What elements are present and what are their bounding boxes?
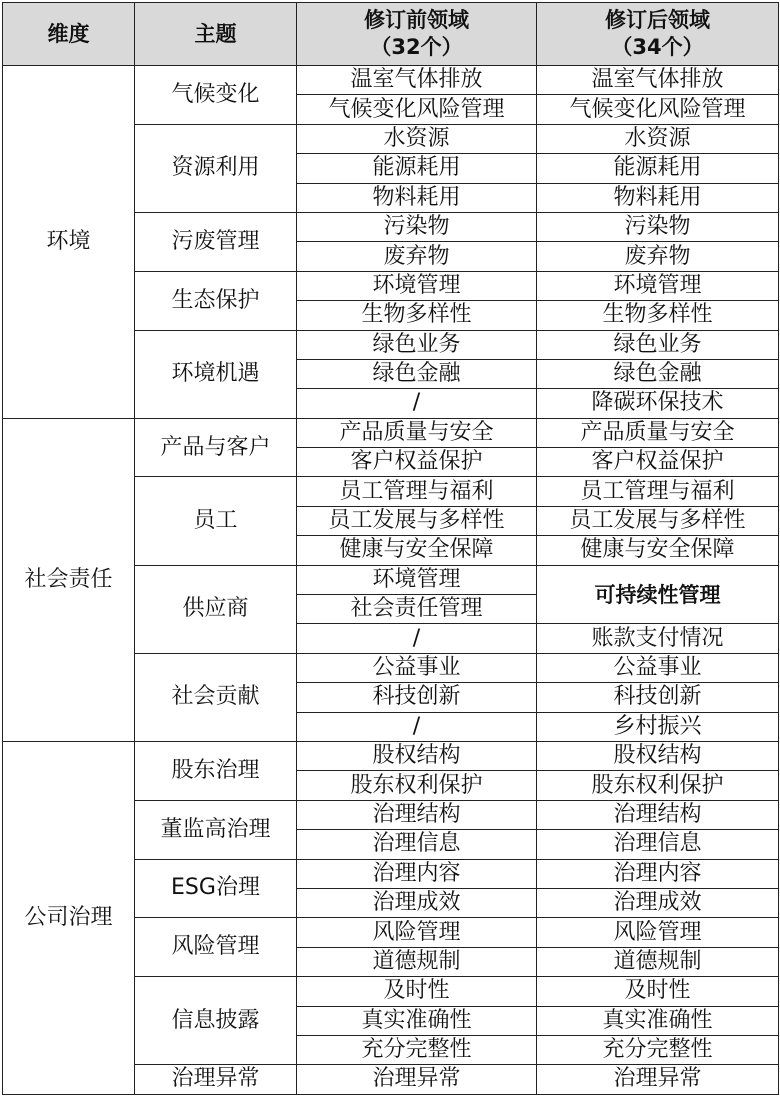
- topic-cell: 股东治理: [135, 741, 297, 800]
- header-dimension: 维度: [3, 3, 135, 66]
- before-cell: 员工发展与多样性: [297, 506, 537, 535]
- topic-cell: 气候变化: [135, 66, 297, 125]
- topic-cell: 风险管理: [135, 918, 297, 977]
- after-cell: 绿色业务: [537, 330, 779, 359]
- topic-cell: 治理异常: [135, 1065, 297, 1094]
- table-row: [3, 741, 779, 770]
- before-cell: 真实准确性: [297, 1006, 537, 1035]
- after-cell: 治理信息: [537, 830, 779, 859]
- after-cell: 废弃物: [537, 242, 779, 271]
- before-cell: 公益事业: [297, 653, 537, 682]
- topic-cell: 董监高治理: [135, 800, 297, 859]
- before-cell: 股东权利保护: [297, 771, 537, 800]
- topic-cell: ESG治理: [135, 859, 297, 918]
- topic-cell: 社会贡献: [135, 653, 297, 741]
- before-cell: 污染物: [297, 212, 537, 241]
- before-cell: /: [297, 389, 537, 418]
- before-cell: /: [297, 712, 537, 741]
- before-cell: 绿色金融: [297, 359, 537, 388]
- after-cell: 治理结构: [537, 800, 779, 829]
- before-cell: 生物多样性: [297, 301, 537, 330]
- after-cell: 能源耗用: [537, 154, 779, 183]
- before-cell: 客户权益保护: [297, 448, 537, 477]
- after-cell-merged: 可持续性管理: [537, 565, 779, 624]
- after-cell: 道德规制: [537, 947, 779, 976]
- topic-cell: 供应商: [135, 565, 297, 653]
- dimension-cell: 社会责任: [3, 418, 135, 741]
- dimension-cell: 环境: [3, 66, 135, 419]
- after-cell: 充分完整性: [537, 1035, 779, 1064]
- before-cell: 治理成效: [297, 888, 537, 917]
- after-cell: 科技创新: [537, 683, 779, 712]
- after-cell: 股东权利保护: [537, 771, 779, 800]
- after-cell: 治理内容: [537, 859, 779, 888]
- before-cell: 物料耗用: [297, 183, 537, 212]
- after-cell: 及时性: [537, 977, 779, 1006]
- before-cell: 温室气体排放: [297, 66, 537, 95]
- before-cell: 废弃物: [297, 242, 537, 271]
- before-cell: 产品质量与安全: [297, 418, 537, 447]
- topic-cell: 信息披露: [135, 977, 297, 1065]
- after-cell: 污染物: [537, 212, 779, 241]
- after-cell: 真实准确性: [537, 1006, 779, 1035]
- after-cell: 健康与安全保障: [537, 536, 779, 565]
- before-cell: 股权结构: [297, 741, 537, 770]
- topic-cell: 污废管理: [135, 212, 297, 271]
- before-cell: /: [297, 624, 537, 653]
- topic-cell: 员工: [135, 477, 297, 565]
- before-cell: 社会责任管理: [297, 595, 537, 624]
- after-cell: 乡村振兴: [537, 712, 779, 741]
- after-cell: 水资源: [537, 124, 779, 153]
- table-row: [3, 66, 779, 95]
- before-cell: 能源耗用: [297, 154, 537, 183]
- before-cell: 环境管理: [297, 565, 537, 594]
- header-after-title: 修订后领域: [605, 8, 710, 32]
- after-cell: 产品质量与安全: [537, 418, 779, 447]
- topic-cell: 产品与客户: [135, 418, 297, 477]
- before-cell: 治理内容: [297, 859, 537, 888]
- after-cell: 物料耗用: [537, 183, 779, 212]
- before-cell: 治理异常: [297, 1065, 537, 1094]
- after-cell: 客户权益保护: [537, 448, 779, 477]
- header-after: [537, 3, 779, 66]
- header-row: [3, 3, 779, 66]
- before-cell: 充分完整性: [297, 1035, 537, 1064]
- after-cell: 治理异常: [537, 1065, 779, 1094]
- table-row: [3, 418, 779, 447]
- after-cell: 公益事业: [537, 653, 779, 682]
- dimension-cell: 公司治理: [3, 741, 135, 1094]
- header-after-count: （34个）: [611, 35, 704, 59]
- after-cell: 股权结构: [537, 741, 779, 770]
- before-cell: 道德规制: [297, 947, 537, 976]
- before-cell: 风险管理: [297, 918, 537, 947]
- before-cell: 及时性: [297, 977, 537, 1006]
- topic-cell: 环境机遇: [135, 330, 297, 418]
- after-cell: 降碳环保技术: [537, 389, 779, 418]
- header-before: [297, 3, 537, 66]
- before-cell: 健康与安全保障: [297, 536, 537, 565]
- after-cell: 绿色金融: [537, 359, 779, 388]
- before-cell: 水资源: [297, 124, 537, 153]
- after-cell: 员工管理与福利: [537, 477, 779, 506]
- header-before-count: （32个）: [370, 35, 463, 59]
- after-cell: 温室气体排放: [537, 66, 779, 95]
- before-cell: 科技创新: [297, 683, 537, 712]
- topic-cell: 生态保护: [135, 271, 297, 330]
- header-before-title: 修订前领域: [364, 8, 469, 32]
- after-cell: 治理成效: [537, 888, 779, 917]
- header-topic: 主题: [135, 3, 297, 66]
- before-cell: 环境管理: [297, 271, 537, 300]
- after-cell: 账款支付情况: [537, 624, 779, 653]
- after-cell: 生物多样性: [537, 301, 779, 330]
- after-cell: 员工发展与多样性: [537, 506, 779, 535]
- before-cell: 气候变化风险管理: [297, 95, 537, 124]
- before-cell: 员工管理与福利: [297, 477, 537, 506]
- after-cell: 环境管理: [537, 271, 779, 300]
- after-cell: 风险管理: [537, 918, 779, 947]
- after-cell: 气候变化风险管理: [537, 95, 779, 124]
- before-cell: 绿色业务: [297, 330, 537, 359]
- esg-domain-table: [2, 2, 779, 1095]
- before-cell: 治理结构: [297, 800, 537, 829]
- before-cell: 治理信息: [297, 830, 537, 859]
- topic-cell: 资源利用: [135, 124, 297, 212]
